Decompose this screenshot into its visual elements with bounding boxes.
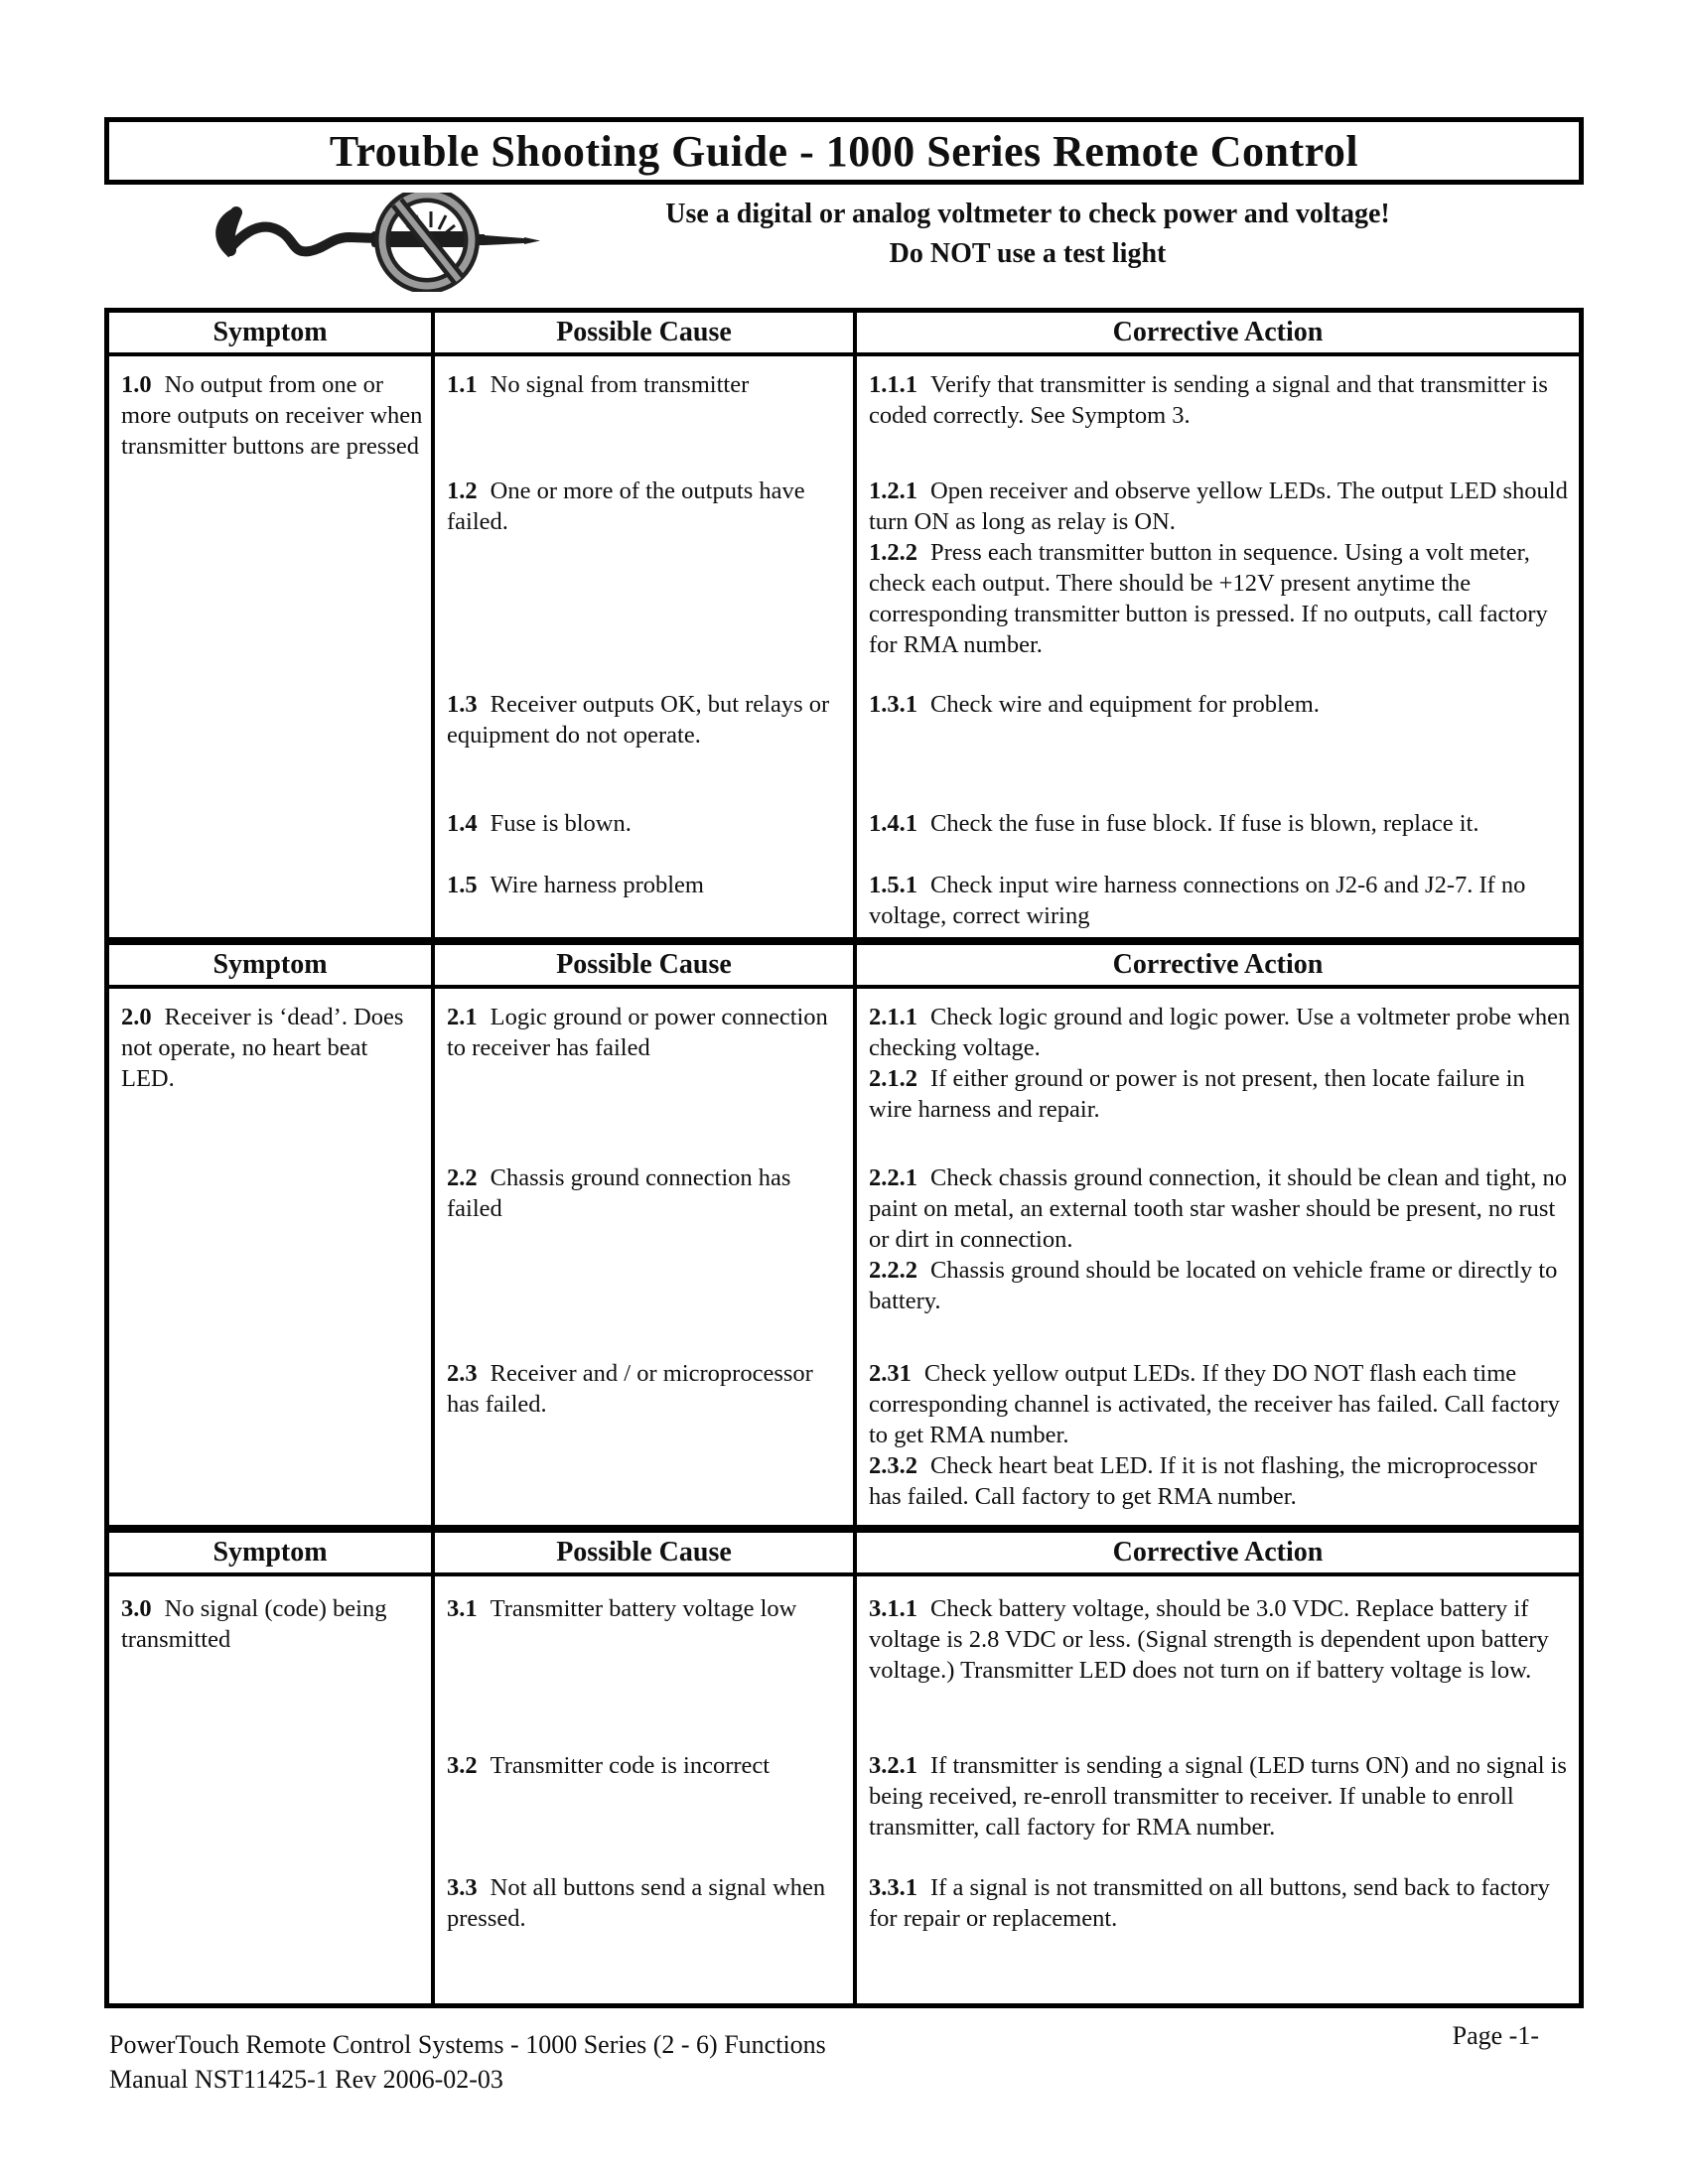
action-text: 2.1.1 Check logic ground and logic power. Use a voltmeter probe when checking voltage. — [869, 1004, 1571, 1061]
action-group — [869, 1872, 1571, 1934]
action-text: 2.2.1 Check chassis ground connection, it should be clean and tight, no paint on metal, an external tooth star washer should be present, no rust or dirt in connection. — [869, 1164, 1567, 1253]
section-2-header-row — [109, 937, 1579, 989]
action-text: 3.3.1 If a signal is not transmitted on all buttons, send back to factory for repair or replacement. — [869, 1874, 1550, 1932]
symptom-cell — [109, 356, 435, 937]
action-group — [869, 1002, 1571, 1125]
cause-text: 3.1 Transmitter battery voltage low — [447, 1595, 797, 1622]
column-header-action: Corrective Action — [1112, 1537, 1324, 1568]
symptom-text: 1.0 No output from one or more outputs on receiver when transmitter buttons are pressed — [121, 371, 423, 460]
column-header-cause: Possible Cause — [435, 1533, 857, 1572]
cause-text: 3.2 Transmitter code is incorrect — [447, 1752, 771, 1779]
warning-line-1: Use a digital or analog voltmeter to check power and voltage! — [665, 199, 1390, 229]
section-1-body — [109, 356, 1579, 937]
cause-text: 1.2 One or more of the outputs have failed. — [447, 478, 805, 535]
column-header-cause: Possible Cause — [435, 945, 857, 985]
section-1-header-row — [109, 313, 1579, 356]
action-text: 1.5.1 Check input wire harness connections on J2-6 and J2-7. If no voltage, correct wiring — [869, 872, 1526, 929]
test-light-wire — [220, 212, 377, 251]
page-title: Trouble Shooting Guide - 1000 Series Remote Control — [329, 126, 1359, 176]
symptom-text: 2.0 Receiver is ‘dead’. Does not operate, no heart beat LED. — [121, 1004, 404, 1092]
column-header-action: Corrective Action — [1112, 317, 1324, 347]
symptom-cell — [109, 1576, 435, 2003]
action-text: 1.2.2 Press each transmitter button in sequence. Using a volt meter, check each output. There should be +12V present anytime the corresponding transmitter button is pressed. If no outputs, call factory for RMA number. — [869, 539, 1548, 658]
footer-line-2: Manual NST11425-1 Rev 2006-02-03 — [109, 2065, 503, 2094]
action-group — [869, 476, 1571, 660]
test-light-probe — [371, 231, 540, 247]
cause-text: 2.1 Logic ground or power connection to receiver has failed — [447, 1004, 828, 1061]
cause-cell — [435, 989, 857, 1525]
action-group — [869, 1593, 1571, 1686]
page-number: Page -1- — [1452, 2021, 1539, 2050]
cause-text: 1.1 No signal from transmitter — [447, 371, 750, 398]
column-header-symptom: Symptom — [109, 1533, 435, 1572]
column-header-cause: Possible Cause — [435, 313, 857, 352]
action-text: 2.3.2 Check heart beat LED. If it is not flashing, the microprocessor has failed. Call factory to get RMA number. — [869, 1452, 1537, 1510]
action-group — [869, 1750, 1571, 1843]
action-group — [869, 369, 1571, 431]
warning-text — [541, 195, 1514, 274]
no-test-light-icon — [207, 193, 544, 292]
action-group — [869, 1358, 1571, 1512]
column-header-symptom: Symptom — [109, 313, 435, 352]
section-2-body — [109, 989, 1579, 1525]
action-group — [869, 689, 1571, 720]
action-cell — [857, 989, 1579, 1525]
title-box — [104, 117, 1584, 185]
action-group — [869, 808, 1571, 839]
action-text: 3.1.1 Check battery voltage, should be 3.0 VDC. Replace battery if voltage is 2.8 VDC or less. (Signal strength is dependent upon battery voltage.) Transmitter LED does not turn on if battery voltage is low. — [869, 1595, 1549, 1684]
action-text: 1.2.1 Open receiver and observe yellow LEDs. The output LED should turn ON as long as relay is ON. — [869, 478, 1568, 535]
cause-text: 2.2 Chassis ground connection has failed — [447, 1164, 791, 1222]
cause-text: 3.3 Not all buttons send a signal when pressed. — [447, 1874, 826, 1932]
symptom-cell — [109, 989, 435, 1525]
footer-line-1: PowerTouch Remote Control Systems - 1000 Series (2 - 6) Functions — [109, 2030, 826, 2059]
cause-text: 1.5 Wire harness problem — [447, 872, 704, 898]
action-text: 3.2.1 If transmitter is sending a signal (LED turns ON) and no signal is being received, re-enroll transmitter to receiver. If unable to enroll transmitter, call factory for RMA number. — [869, 1752, 1567, 1841]
section-3-header-row — [109, 1525, 1579, 1576]
symptom-text: 3.0 No signal (code) being transmitted — [121, 1595, 387, 1653]
action-text: 1.1.1 Verify that transmitter is sending a signal and that transmitter is coded correctly. See Symptom 3. — [869, 371, 1548, 429]
warning-line-2: Do NOT use a test light — [889, 238, 1167, 269]
action-group — [869, 870, 1571, 931]
action-text: 2.2.2 Chassis ground should be located on vehicle frame or directly to battery. — [869, 1257, 1558, 1314]
action-group — [869, 1162, 1571, 1316]
action-text: 2.31 Check yellow output LEDs. If they DO NOT flash each time corresponding channel is activated, the receiver has failed. Call factory to get RMA number. — [869, 1360, 1560, 1448]
cause-cell — [435, 356, 857, 937]
action-text: 2.1.2 If either ground or power is not present, then locate failure in wire harness and repair. — [869, 1065, 1525, 1123]
section-3-body — [109, 1576, 1579, 2003]
action-cell — [857, 1576, 1579, 2003]
troubleshooting-table — [104, 308, 1584, 2008]
column-header-symptom: Symptom — [109, 945, 435, 985]
action-text: 1.4.1 Check the fuse in fuse block. If fuse is blown, replace it. — [869, 810, 1479, 837]
cause-cell — [435, 1576, 857, 2003]
cause-text: 1.3 Receiver outputs OK, but relays or equipment do not operate. — [447, 691, 830, 749]
action-text: 1.3.1 Check wire and equipment for problem. — [869, 691, 1320, 718]
action-cell — [857, 356, 1579, 937]
cause-text: 1.4 Fuse is blown. — [447, 810, 632, 837]
column-header-action: Corrective Action — [1112, 949, 1324, 980]
cause-text: 2.3 Receiver and / or microprocessor has failed. — [447, 1360, 813, 1418]
footer — [109, 2027, 1201, 2097]
